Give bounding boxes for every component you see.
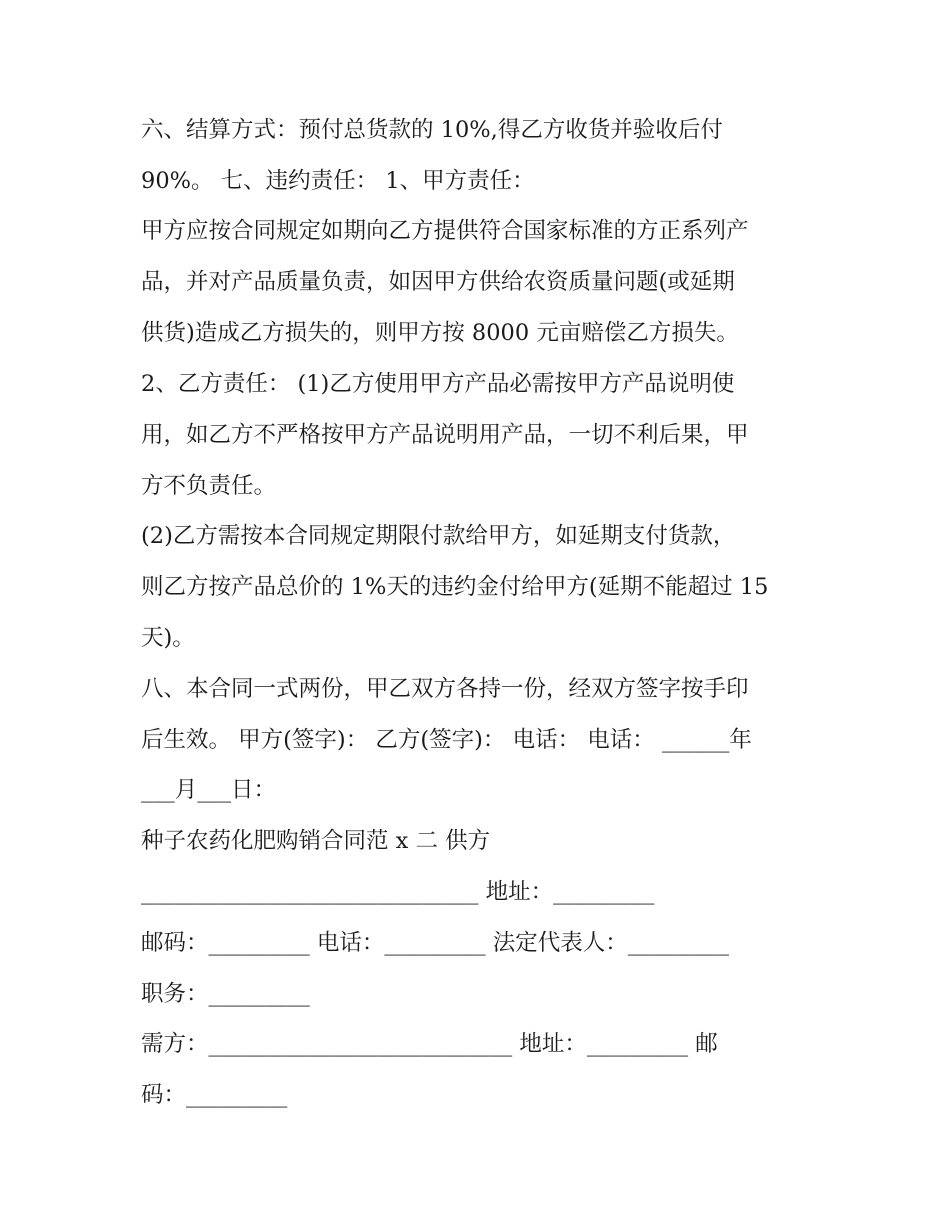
text-line-party-a-duty-3: 供货)造成乙方损失的，则甲方按 8000 元亩赔偿乙方损失。 <box>141 320 739 346</box>
text-line-party-b-duty-2: 用，如乙方不严格按甲方产品说明用产品，一切不利后果，甲 <box>141 422 749 448</box>
text-line-supplier-position: 职务：_________ <box>141 981 310 1007</box>
text-line-copies-1: 八、本合同一式两份，甲乙双方各持一份，经双方签字按手印 <box>141 676 749 702</box>
text-line-party-a-duty-1: 甲方应按合同规定如期向乙方提供符合国家标准的方正系列产 <box>141 218 749 244</box>
text-line-party-b-duty-1: 2、乙方责任： (1)乙方使用甲方产品必需按甲方产品说明使 <box>141 371 735 397</box>
text-line-payment-2: 则乙方按产品总价的 1%天的违约金付给甲方(延期不能超过 15 <box>141 574 769 600</box>
text-line-payment-3: 天)。 <box>141 625 195 651</box>
text-line-signatures: 后生效。 甲方(签字)： 乙方(签字)： 电话： 电话： ______年 <box>141 727 752 753</box>
text-line-supplier-address: ______________________________ 地址：_________ <box>141 879 655 905</box>
text-line-party-b-duty-3: 方不负责任。 <box>141 473 277 499</box>
text-line-supplier-contact: 邮码：_________ 电话：_________ 法定代表人：_________ <box>141 930 730 956</box>
text-line-party-a-duty-2: 品，并对产品质量负责，如因甲方供给农资质量问题(或延期 <box>141 269 735 295</box>
text-line-date: ___月___日： <box>141 777 277 803</box>
text-line-buyer-postcode: 码：_________ <box>141 1082 288 1108</box>
text-line-settlement: 六、结算方式：预付总货款的 10%,得乙方收货并验收后付 <box>141 117 723 143</box>
text-line-payment-1: (2)乙方需按本合同规定期限付款给甲方，如延期支付货款， <box>141 523 736 549</box>
text-line-breach-heading: 90%。 七、违约责任： 1、甲方责任： <box>141 168 535 194</box>
text-line-buyer: 需方：___________________________ 地址：_________ 邮 <box>141 1031 718 1057</box>
text-line-contract-title: 种子农药化肥购销合同范 x 二 供方 <box>141 828 491 854</box>
